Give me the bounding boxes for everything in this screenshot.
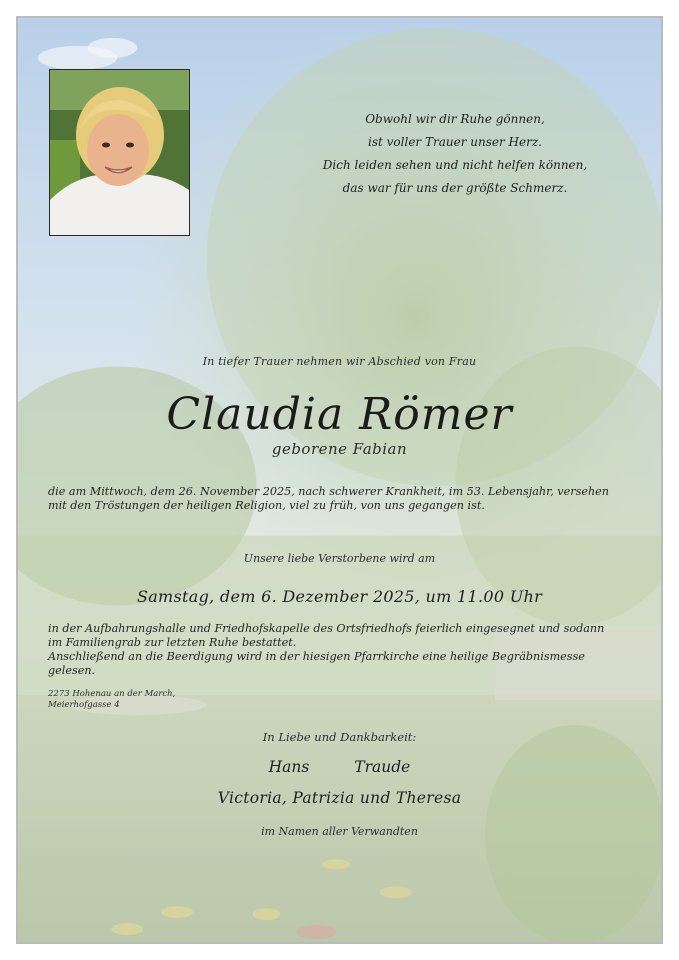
address <box>48 689 175 711</box>
announcement: Unsere liebe Verstorbene wird am <box>243 552 436 565</box>
mass-text <box>48 650 638 677</box>
burial-line: in der Aufbahrungshalle und Friedhofskapelle des Ortsfriedhofs feierlich eingesegnet und sodann <box>48 622 605 635</box>
mass-line: Anschließend an die Beerdigung wird in der hiesigen Pfarrkirche eine heilige Begräbnismesse <box>48 650 585 663</box>
family-line-1 <box>0 758 679 776</box>
poem-line: das war für uns der größte Schmerz. <box>342 181 568 195</box>
portrait-photo <box>49 69 190 236</box>
poem-line: Obwohl wir dir Ruhe gönnen, <box>365 112 545 126</box>
mass-line: gelesen. <box>48 663 96 677</box>
address-line: 2273 Hohenau an der March, <box>48 689 176 699</box>
maiden-name: geborene Fabian <box>271 440 408 458</box>
death-notice <box>48 485 638 512</box>
death-notice-line: mit den Tröstungen der heiligen Religion, viel zu früh, von uns gegangen ist. <box>48 498 485 512</box>
relatives-line: im Namen aller Verwandten <box>261 825 418 838</box>
burial-line: im Familiengrab zur letzten Ruhe bestattet. <box>48 635 297 649</box>
poem-line: ist voller Trauer unser Herz. <box>368 135 542 149</box>
family-member: Traude <box>354 758 411 776</box>
burial-text <box>48 622 638 649</box>
poem-line: Dich leiden sehen und nicht helfen können, <box>322 158 588 172</box>
intro-text: In tiefer Trauer nehmen wir Abschied von Frau <box>202 355 477 368</box>
death-notice-line: die am Mittwoch, dem 26. November 2025, nach schwerer Krankheit, im 53. Lebensjahr, versehen <box>48 485 609 498</box>
thanks-heading: In Liebe und Dankbarkeit: <box>262 730 417 744</box>
poem <box>300 108 610 200</box>
family-line-2: Victoria, Patrizia und Theresa <box>217 789 462 807</box>
funeral-date: Samstag, dem 6. Dezember 2025, um 11.00 Uhr <box>136 587 543 606</box>
address-line: Meierhofgasse 4 <box>48 700 120 710</box>
family-member: Hans <box>268 758 310 776</box>
deceased-name: Claudia Römer <box>166 389 513 440</box>
